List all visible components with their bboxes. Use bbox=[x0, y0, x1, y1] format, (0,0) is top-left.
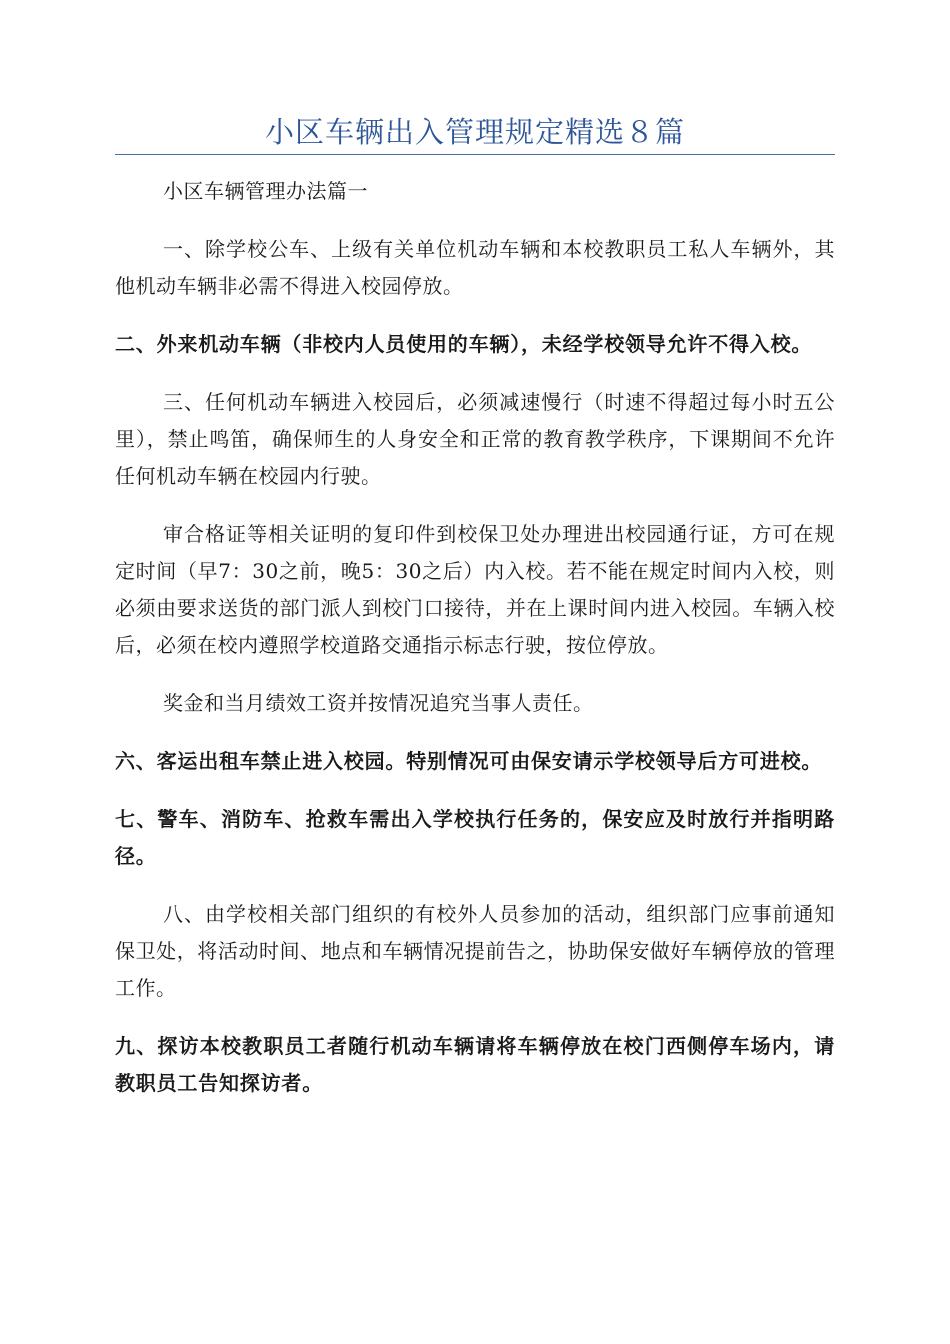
title-underline bbox=[115, 154, 835, 155]
rule-item-6: 六、客运出租车禁止进入校园。特别情况可由保安请示学校领导后方可进校。 bbox=[115, 749, 823, 773]
rule-item-pass: 审合格证等相关证明的复印件到校保卫处办理进出校园通行证，方可在规定时间（早7：30之前，晚5：30之后）内入校。若不能在规定时间内入校，则必须由要求送货的部门派人到校门口接待，并在上课时间内进入校园。车辆入校后，必须在校内遵照学校道路交通指示标志行驶，按位停放。 bbox=[115, 522, 835, 657]
document-title: 小区车辆出入管理规定精选８篇 bbox=[264, 115, 685, 149]
rule-item-1: 一、除学校公车、上级有关单位机动车辆和本校教职员工私人车辆外，其他机动车辆非必需不得进入校园停放。 bbox=[115, 237, 835, 298]
rule-item-7: 七、警车、消防车、抢救车需出入学校执行任务的，保安应及时放行并指明路径。 bbox=[115, 807, 835, 868]
rule-item-2: 二、外来机动车辆（非校内人员使用的车辆），未经学校领导允许不得入校。 bbox=[115, 332, 813, 356]
rule-item-3: 三、任何机动车辆进入校园后，必须减速慢行（时速不得超过每小时五公里），禁止鸣笛，确保师生的人身安全和正常的教育教学秩序，下课期间不允许任何机动车辆在校园内行驶。 bbox=[115, 390, 835, 488]
document-body bbox=[115, 173, 835, 1123]
rule-item-penalty: 奖金和当月绩效工资并按情况追究当事人责任。 bbox=[163, 691, 594, 715]
rule-item-8: 八、由学校相关部门组织的有校外人员参加的活动，组织部门应事前通知保卫处，将活动时间、地点和车辆情况提前告之，协助保安做好车辆停放的管理工作。 bbox=[115, 902, 835, 1000]
rule-item-9: 九、探访本校教职员工者随行机动车辆请将车辆停放在校门西侧停车场内，请教职员工告知探访者。 bbox=[115, 1034, 835, 1095]
section-heading: 小区车辆管理办法篇一 bbox=[163, 179, 368, 203]
